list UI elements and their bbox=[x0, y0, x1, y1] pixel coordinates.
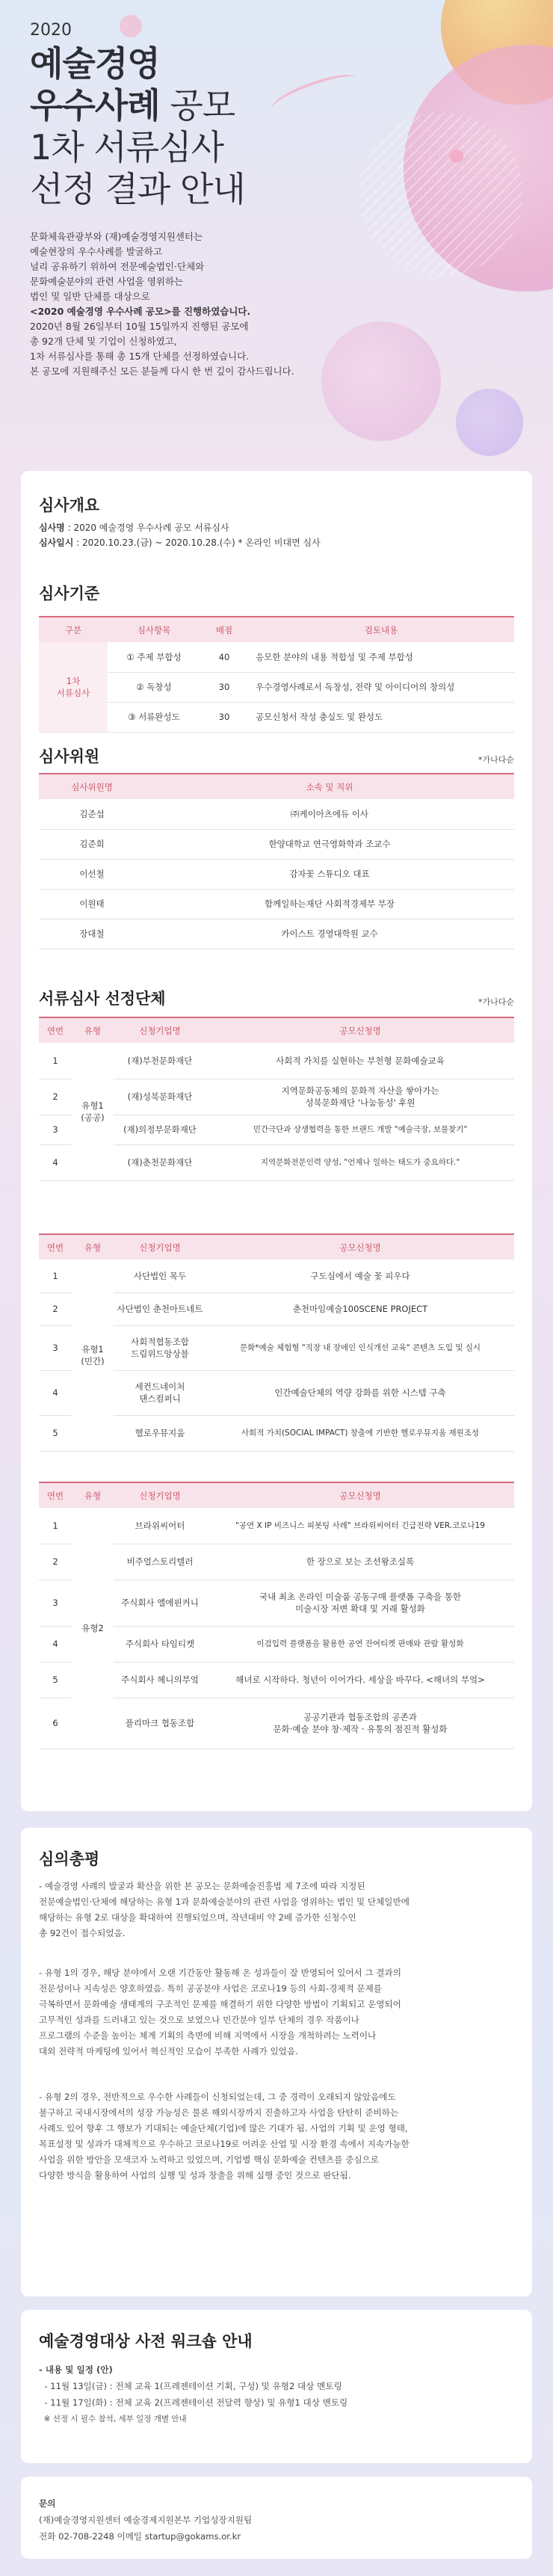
intro-line: 1차 서류심사를 통해 총 15개 단체를 선정하였습니다. bbox=[30, 351, 250, 362]
row-org: 주식회사 타임티켓 bbox=[114, 1626, 206, 1662]
row-no: 6 bbox=[39, 1698, 72, 1748]
hero-title bbox=[30, 43, 493, 210]
table-header: 연번 bbox=[39, 1482, 72, 1508]
workshop-title: 예술경영대상 사전 워크숍 안내 bbox=[39, 2332, 253, 2350]
table-header: 배점 bbox=[200, 617, 248, 642]
table-row bbox=[39, 919, 514, 949]
judges-table bbox=[39, 773, 514, 949]
row-org: (재)성북문화재단 bbox=[114, 1079, 206, 1115]
row-org: (재)부천문화재단 bbox=[114, 1043, 206, 1079]
table-header-row bbox=[39, 1482, 514, 1508]
judge-name: 장대철 bbox=[39, 919, 145, 949]
row-name: 춘천마임예술100SCENE PROJECT bbox=[206, 1292, 514, 1325]
hero-intro bbox=[30, 229, 329, 379]
contact-label: 문의 bbox=[39, 2498, 56, 2509]
criteria-title: 심사기준 bbox=[39, 585, 100, 603]
intro-line: 총 92개 단체 및 기업이 신청하였고, bbox=[30, 336, 177, 347]
table-header: 신청기업명 bbox=[114, 1482, 206, 1508]
row-no: 1 bbox=[39, 1260, 72, 1292]
table-row bbox=[39, 859, 514, 889]
overview-value: : 2020 예술경영 우수사례 공모 서류심사 bbox=[64, 523, 229, 533]
table-row bbox=[39, 1508, 514, 1544]
row-name: 사회적 가치를 실현하는 부천형 문화예술교육 bbox=[206, 1043, 514, 1079]
selected-title: 서류심사 선정단체 bbox=[39, 990, 166, 1008]
intro-line: 널리 공유하기 위하여 전문예술법인·단체와 bbox=[30, 261, 205, 272]
overview-line2 bbox=[39, 535, 321, 550]
row-type: 유형2 bbox=[72, 1508, 114, 1748]
intro-line: 법인 및 일반 단체를 대상으로 bbox=[30, 291, 150, 302]
criteria-score: 30 bbox=[200, 672, 248, 702]
hero-title-line2-light: 공모 bbox=[159, 85, 235, 126]
table-header: 심사항목 bbox=[108, 617, 200, 642]
table-header: 연번 bbox=[39, 1017, 72, 1043]
row-org: 비주얼스토리텔러 bbox=[114, 1544, 206, 1580]
table-row bbox=[39, 1260, 514, 1292]
table-header: 심사위원명 bbox=[39, 774, 145, 799]
row-name: 문화*예술 체험형 "직장 내 장애인 인식개선 교육" 콘텐츠 도입 및 실시 bbox=[206, 1325, 514, 1370]
row-no: 3 bbox=[39, 1325, 72, 1370]
row-no: 4 bbox=[39, 1370, 72, 1415]
table-header-row bbox=[39, 617, 514, 642]
row-name: 한 장으로 보는 조선왕조실록 bbox=[206, 1544, 514, 1580]
table-header-row bbox=[39, 774, 514, 799]
judge-org: 감자꽃 스튜디오 대표 bbox=[145, 859, 514, 889]
hero-title-line4: 선정 결과 안내 bbox=[30, 169, 245, 209]
table-row bbox=[39, 889, 514, 919]
row-no: 2 bbox=[39, 1292, 72, 1325]
row-type: 유형1 (민간) bbox=[72, 1260, 114, 1451]
criteria-item: ③ 서류완성도 bbox=[108, 702, 200, 732]
summary-paragraph-1: - 예술경영 사례의 발굴과 확산을 위한 본 공모는 문화예술진흥법 제 7조에 따라 지정된 전문예술법인·단체에 해당하는 유형 1과 문화예술분야의 관련 사업을 영위하는 법인 및 단체일반에 해당하는 유형 2로 대상을 확대하여 진행되었으며, 작년대비 약 2배 증가한 신청수인 총 92건이 접수되었음. bbox=[39, 1881, 410, 1938]
main-card bbox=[21, 471, 532, 1811]
row-no: 4 bbox=[39, 1144, 72, 1180]
contact-info: 전화 02-708-2248 이메일 startup@gokams.or.kr bbox=[39, 2531, 241, 2542]
selected-table-type1-public bbox=[39, 1017, 514, 1181]
table-row bbox=[39, 642, 514, 672]
row-name: 공공기관과 협동조합의 공존과 문화·예술 분야 창·제작 · 유통의 점진적 활성화 bbox=[206, 1698, 514, 1748]
selected-table-type1-private bbox=[39, 1233, 514, 1452]
criteria-score: 40 bbox=[200, 642, 248, 672]
table-row bbox=[39, 1043, 514, 1079]
judge-name: 이원태 bbox=[39, 889, 145, 919]
overview-label: 심사명 bbox=[39, 523, 65, 533]
criteria-desc: 공모신청서 작성 충실도 및 완성도 bbox=[248, 702, 514, 732]
table-header: 공모신청명 bbox=[206, 1017, 514, 1043]
table-header: 신청기업명 bbox=[114, 1234, 206, 1260]
criteria-desc: 응모한 분야의 내용 적합성 및 주제 부합성 bbox=[248, 642, 514, 672]
hero bbox=[30, 21, 493, 379]
table-row bbox=[39, 672, 514, 702]
row-name: 이검입력 플랫폼을 활용한 공연 잔여티켓 판매와 관람 활성화 bbox=[206, 1626, 514, 1662]
row-name: 인간예술단체의 역량 강화를 위한 시스템 구축 bbox=[206, 1370, 514, 1415]
intro-line: <2020 예술경영 우수사례 공모>를 진행하였습니다. bbox=[30, 306, 251, 317]
summary-paragraph-3: - 유형 2의 경우, 전반적으로 우수한 사례들이 신청되었는데, 그 중 경력이 오래되지 않았음에도 불구하고 국내시장에서의 성장 가능성은 물론 해외시장까지 진출하고자 사업을 탄탄히 준비하는 사례도 있어 향후 그 행보가 기대되는 예술단체(기업)에 많은 기대가 됨. 사업의 기획 및 운영 형태, 목표설정 및 성과가 대체적으로 우수하고 코로나19로 어려운 산업 및 시장 환경 속에서 지속가능한 사업을 위한 방안을 모색코자 노력하고 있었으며, 기업별 핵심 문화예술 컨텐츠를 중심으로 다양한 방식을 활용하여 사업의 실행 및 성과 창출을 위해 실행 중인 것으로 판단됨. bbox=[39, 2092, 410, 2181]
table-header: 공모신청명 bbox=[206, 1482, 514, 1508]
judge-org: 함께일하는재단 사회적경제부 부장 bbox=[145, 889, 514, 919]
overview-value: : 2020.10.23.(금) ~ 2020.10.28.(수) * 온라인 비대면 심사 bbox=[73, 537, 321, 548]
intro-line: 2020년 8월 26일부터 10월 15일까지 진행된 공모에 bbox=[30, 321, 249, 332]
summary-paragraph-2: - 유형 1의 경우, 해당 분야에서 오랜 기간동안 활동해 온 성과들이 잘 반영되어 있어서 그 결과의 전문성이나 지속성은 양호하였음. 특히 공공분야 사업은 코로나19 등의 사회-경제적 문제를 극복하면서 문화예술 생태계의 구조적인 문제를 해결하기 위한 다양한 방법이 기획되고 운영되어 고무적인 성과를 드러내고 있는 것으로 보였으나 민간분야 일부 단체의 경우 작품이나 프로그램의 수준을 높이는 체계 기획의 측면에 비해 지역에서 시장을 개척하려는 노력이나 대외 전략적 마케팅에 있어서 혁신적인 모습이 부족한 사례가 있었음. bbox=[39, 1968, 401, 2056]
criteria-desc: 우수경영사례로서 독창성, 전략 및 아이디어의 창의성 bbox=[248, 672, 514, 702]
row-no: 1 bbox=[39, 1043, 72, 1079]
row-name: "공연 X IP 비즈니스 피봇팅 사례" 브라위씨어터 긴급전략 VER.코로나19 bbox=[206, 1508, 514, 1544]
overview-line1 bbox=[39, 520, 321, 535]
row-type: 유형1 (공공) bbox=[72, 1043, 114, 1180]
table-header: 연번 bbox=[39, 1234, 72, 1260]
hero-title-line3: 1차 서류심사 bbox=[30, 127, 224, 167]
workshop-line: ※ 선정 시 필수 참석, 세부 일정 개별 안내 bbox=[39, 2415, 187, 2424]
workshop-line: - 11월 13일(금) : 전체 교육 1(프레젠테이션 기획, 구성) 및 유형2 대상 멘토링 bbox=[39, 2381, 342, 2391]
row-name: 지역문화공동체의 문화적 자산을 쌓아가는 성북문화재단 '나눔동성' 후원 bbox=[206, 1079, 514, 1115]
row-org: 사회적협동조합 드림위드앙상블 bbox=[114, 1325, 206, 1370]
judge-name: 김준섭 bbox=[39, 799, 145, 829]
row-name: 국내 최초 온라인 미술품 공동구매 플랫폼 구축을 통한 미술시장 저변 확대 및 거래 활성화 bbox=[206, 1580, 514, 1626]
table-header: 유형 bbox=[72, 1017, 114, 1043]
judge-org: 카이스트 경영대학원 교수 bbox=[145, 919, 514, 949]
row-name: 사회적 가치(SOCIAL IMPACT) 창출에 기반한 헬로우뮤지움 재원조성 bbox=[206, 1415, 514, 1451]
judge-org: ㈜케이아츠에듀 이사 bbox=[145, 799, 514, 829]
criteria-item: ① 주제 부합성 bbox=[108, 642, 200, 672]
judge-name: 이선철 bbox=[39, 859, 145, 889]
judge-name: 김준희 bbox=[39, 829, 145, 859]
judges-title: 심사위원 bbox=[39, 748, 100, 765]
table-header: 공모신청명 bbox=[206, 1234, 514, 1260]
table-row bbox=[39, 702, 514, 732]
intro-line: 본 공모에 지원해주신 모든 분들께 다시 한 번 깊이 감사드립니다. bbox=[30, 366, 294, 377]
criteria-score: 30 bbox=[200, 702, 248, 732]
workshop-line: - 11월 17일(화) : 전체 교육 2(프레젠테이션 전달력 향상) 및 유형1 대상 멘토링 bbox=[39, 2397, 348, 2408]
table-header-row bbox=[39, 1017, 514, 1043]
table-header: 구분 bbox=[39, 617, 108, 642]
criteria-item: ② 독창성 bbox=[108, 672, 200, 702]
overview-body bbox=[39, 520, 321, 550]
selected-note: *가나다순 bbox=[478, 997, 514, 1007]
selected-table-type2 bbox=[39, 1482, 514, 1749]
row-no: 5 bbox=[39, 1662, 72, 1698]
row-no: 3 bbox=[39, 1115, 72, 1144]
table-header: 신청기업명 bbox=[114, 1017, 206, 1043]
contact-org: (재)예술경영지원센터 예술경제지원본부 기업성장지원팀 bbox=[39, 2515, 253, 2525]
row-org: 브라위씨어터 bbox=[114, 1508, 206, 1544]
hero-title-line1: 예술경영 bbox=[30, 43, 160, 84]
table-header: 검토내용 bbox=[248, 617, 514, 642]
row-name: 지역문화전문인력 양성, "언제나 일하는 태도가 중요하다." bbox=[206, 1144, 514, 1180]
row-org: (재)의정부문화재단 bbox=[114, 1115, 206, 1144]
row-org: 플리마크 협동조합 bbox=[114, 1698, 206, 1748]
hero-year: 2020 bbox=[30, 21, 72, 40]
workshop-card bbox=[21, 2310, 532, 2463]
criteria-group: 1차 서류심사 bbox=[39, 642, 108, 732]
row-no: 4 bbox=[39, 1626, 72, 1662]
table-header: 유형 bbox=[72, 1482, 114, 1508]
workshop-line: - 내용 및 일정 (안) bbox=[39, 2364, 113, 2375]
hero-title-line2 bbox=[30, 84, 493, 126]
table-row bbox=[39, 799, 514, 829]
row-no: 5 bbox=[39, 1415, 72, 1451]
row-org: 주식회사 엘에핀커니 bbox=[114, 1580, 206, 1626]
table-header: 유형 bbox=[72, 1234, 114, 1260]
criteria-table bbox=[39, 616, 514, 733]
intro-line: 문화예술분야의 관련 사업을 영위하는 bbox=[30, 276, 184, 287]
row-org: 세컨드네이처 댄스컴퍼니 bbox=[114, 1370, 206, 1415]
intro-line: 문화체육관광부와 (재)예술경영지원센터는 bbox=[30, 231, 203, 242]
row-org: 사단법인 춘천아트네트 bbox=[114, 1292, 206, 1325]
row-org: 헬로우뮤지움 bbox=[114, 1415, 206, 1451]
judge-org: 한양대학교 연극영화학과 조교수 bbox=[145, 829, 514, 859]
table-header: 소속 및 직위 bbox=[145, 774, 514, 799]
row-no: 1 bbox=[39, 1508, 72, 1544]
row-no: 3 bbox=[39, 1580, 72, 1626]
overview-label: 심사일시 bbox=[39, 537, 74, 548]
hero-title-line2-bold: 우수사례 bbox=[30, 85, 160, 126]
contact-card bbox=[21, 2477, 532, 2559]
table-header-row bbox=[39, 1234, 514, 1260]
row-no: 2 bbox=[39, 1079, 72, 1115]
row-name: 민간극단과 상생협력을 통한 브랜드 개발 "예술극장, 보물찾기" bbox=[206, 1115, 514, 1144]
row-no: 2 bbox=[39, 1544, 72, 1580]
row-org: 사단법인 목두 bbox=[114, 1260, 206, 1292]
row-name: 해녀로 시작하다. 청년이 이어가다. 세상을 바꾸다. <해녀의 부엌> bbox=[206, 1662, 514, 1698]
judges-note: *가나다순 bbox=[478, 755, 514, 765]
decor-circle-lavender bbox=[456, 389, 523, 456]
table-row bbox=[39, 829, 514, 859]
row-org: 주식회사 헤니의부엌 bbox=[114, 1662, 206, 1698]
summary-title: 심의총평 bbox=[39, 1850, 100, 1868]
row-name: 구도심에서 예술 꽃 피우다 bbox=[206, 1260, 514, 1292]
row-org: (재)춘천문화재단 bbox=[114, 1144, 206, 1180]
overview-title: 심사개요 bbox=[39, 496, 100, 514]
summary-card bbox=[21, 1828, 532, 2296]
intro-line: 예술현장의 우수사례를 발굴하고 bbox=[30, 246, 162, 257]
